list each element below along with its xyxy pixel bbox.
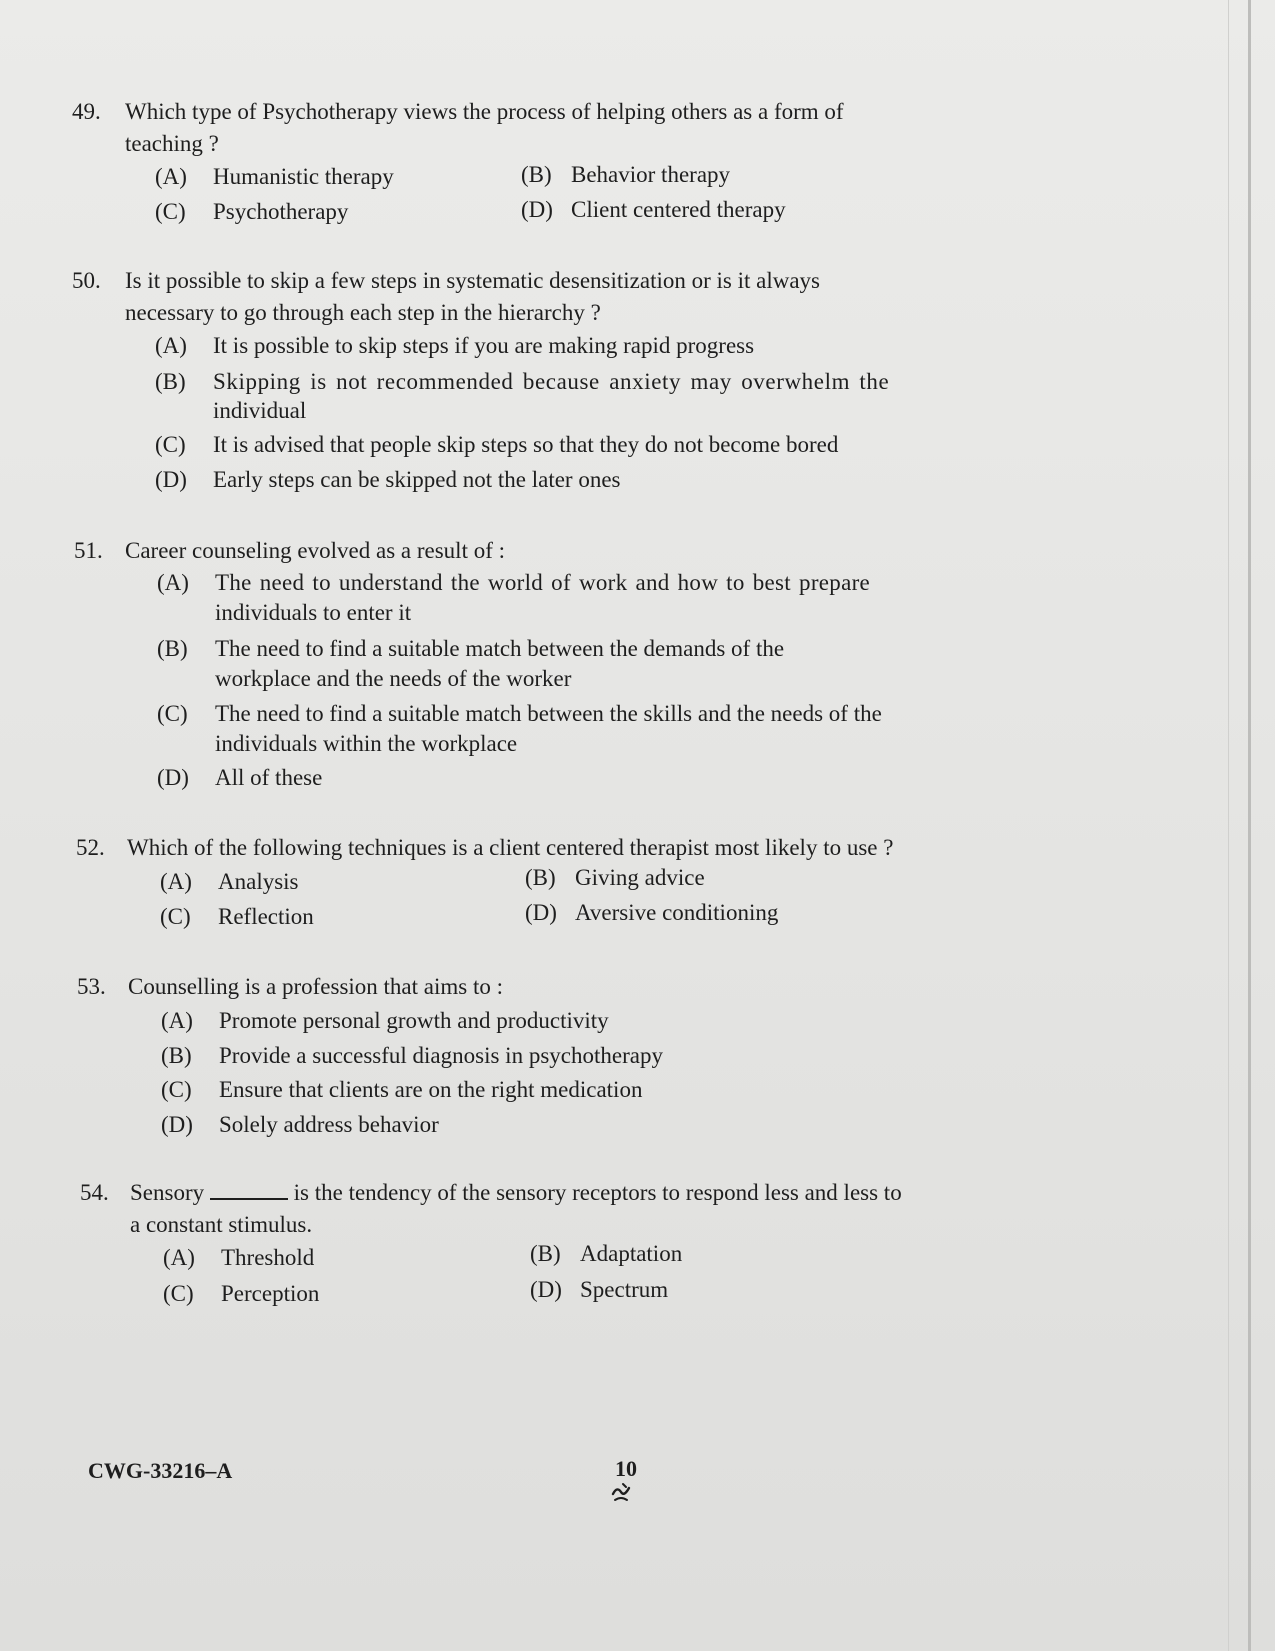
option-text: Early steps can be skipped not the later ones <box>213 467 621 492</box>
option-text: Reflection <box>218 904 314 929</box>
option-label: (D) <box>157 765 189 790</box>
option-text-line: individuals within the workplace <box>215 731 518 756</box>
paper-code: CWG-33216–A <box>88 1458 233 1483</box>
question-number: 49. <box>72 99 101 124</box>
page-number: 10 <box>615 1456 637 1481</box>
question-50 <box>72 265 972 335</box>
fill-in-blank <box>210 1178 288 1200</box>
question-text-line: Which type of Psychotherapy views the process of helping others as a form of <box>125 99 844 124</box>
option-text-line: workplace and the needs of the worker <box>215 666 572 691</box>
option-label: (A) <box>163 1245 195 1270</box>
option-text: Provide a successful diagnosis in psychotherapy <box>219 1043 663 1068</box>
option-label: (B) <box>157 636 188 661</box>
option-text: Ensure that clients are on the right medication <box>219 1077 643 1102</box>
question-number: 52. <box>76 835 105 860</box>
option-text-line: The need to understand the world of work and how to best prepare <box>215 570 871 595</box>
question-text <box>125 96 844 160</box>
question-text <box>125 265 820 329</box>
option-text-line: Skipping is not recommended because anxiety may overwhelm the <box>213 369 890 394</box>
option-label: (B) <box>155 369 186 394</box>
option-text <box>213 367 889 425</box>
option-text: Humanistic therapy <box>213 164 394 189</box>
option-text: Behavior therapy <box>571 162 731 187</box>
option-label: (A) <box>157 570 189 595</box>
question-text: Counselling is a profession that aims to : <box>128 974 503 999</box>
option-label: (B) <box>525 865 556 890</box>
option-label: (B) <box>530 1241 561 1266</box>
question-text-part: is the tendency of the sensory receptors to respond less and less to <box>293 1180 902 1205</box>
option-text-line: The need to find a suitable match between the demands of the <box>215 636 785 661</box>
option-text: Giving advice <box>575 865 705 890</box>
option-text: Adaptation <box>580 1241 683 1266</box>
option-label: (A) <box>160 869 192 894</box>
option-label: (C) <box>161 1077 192 1102</box>
option-label: (C) <box>157 701 188 726</box>
option-text: Aversive conditioning <box>575 900 779 925</box>
option-text-line: individuals to enter it <box>215 600 412 625</box>
question-text-line: teaching ? <box>125 131 219 156</box>
question-text-part: Sensory <box>130 1180 205 1205</box>
option-text <box>215 634 784 694</box>
question-text-line: Is it possible to skip a few steps in systematic desensitization or is it always <box>125 268 821 293</box>
option-text <box>215 568 870 628</box>
option-label: (A) <box>155 164 187 189</box>
option-text: Spectrum <box>580 1277 669 1302</box>
option-text: Threshold <box>221 1245 315 1270</box>
option-label: (B) <box>161 1043 192 1068</box>
option-label: (C) <box>155 432 186 457</box>
option-label: (C) <box>160 904 191 929</box>
question-49 <box>72 96 972 166</box>
page-edge-line <box>1228 0 1229 1651</box>
option-text: Analysis <box>218 869 299 894</box>
option-text-line: individual <box>213 398 307 423</box>
question-text-line: necessary to go through each step in the hierarchy ? <box>125 300 601 325</box>
question-text: Which of the following techniques is a client centered therapist most likely to use ? <box>127 835 894 860</box>
option-label: (C) <box>155 199 186 224</box>
option-text: Promote personal growth and productivity <box>219 1008 609 1033</box>
question-number: 51. <box>74 538 103 563</box>
question-number: 53. <box>77 974 106 999</box>
option-label: (D) <box>161 1112 193 1137</box>
question-text-line: a constant stimulus. <box>130 1212 313 1237</box>
option-label: (D) <box>155 467 187 492</box>
question-54 <box>80 1177 980 1247</box>
question-52 <box>76 832 976 866</box>
option-text: It is advised that people skip steps so that they do not become bored <box>213 432 839 457</box>
page-mark-icon <box>609 1480 633 1504</box>
question-51 <box>74 535 974 569</box>
option-text <box>215 699 882 759</box>
question-number: 50. <box>72 268 101 293</box>
question-53 <box>77 971 977 1005</box>
option-label: (A) <box>161 1008 193 1033</box>
option-text: Perception <box>221 1281 320 1306</box>
option-text-line: The need to find a suitable match between the skills and the needs of the <box>215 701 882 726</box>
option-label: (C) <box>163 1281 194 1306</box>
question-text: Career counseling evolved as a result of : <box>125 538 506 563</box>
option-text: It is possible to skip steps if you are making rapid progress <box>213 333 755 358</box>
question-text <box>130 1177 902 1241</box>
option-label: (D) <box>521 197 553 222</box>
option-text: Client centered therapy <box>571 197 786 222</box>
option-label: (A) <box>155 333 187 358</box>
question-number: 54. <box>80 1180 109 1205</box>
option-text: Solely address behavior <box>219 1112 439 1137</box>
page-edge-shadow <box>1248 0 1251 1651</box>
option-text: All of these <box>215 765 323 790</box>
option-text: Psychotherapy <box>213 199 349 224</box>
option-label: (B) <box>521 162 552 187</box>
option-label: (D) <box>525 900 557 925</box>
option-label: (D) <box>530 1277 562 1302</box>
